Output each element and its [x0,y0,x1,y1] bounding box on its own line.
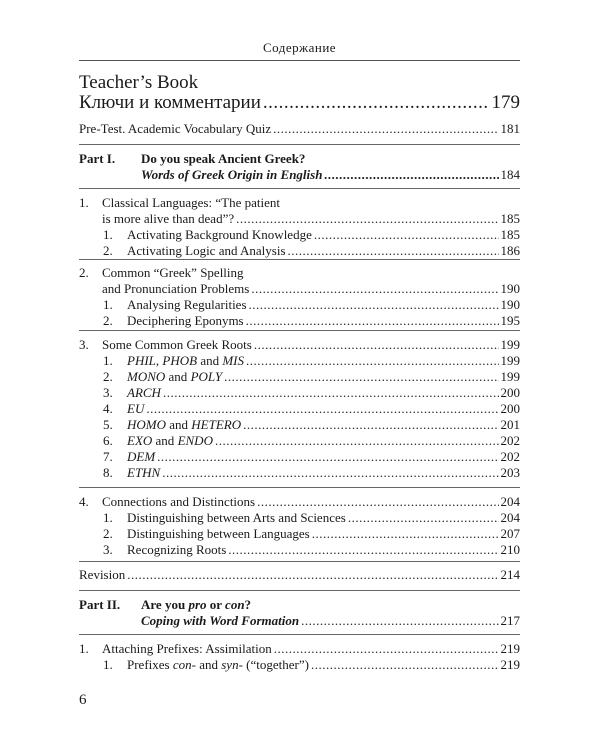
leader-dots [251,281,498,297]
toc-section-1[interactable] [79,195,520,259]
page-number: 214 [500,567,520,582]
root-term: ARCH [127,385,161,400]
subsection-text: Prefixes [127,657,173,672]
subsection-text: and [195,657,222,672]
section-divider [79,590,520,591]
section-title: Some Common Greek Roots [102,337,252,352]
section-title-line2: is more alive than dead”? [102,211,235,226]
subsection-number: 1. [103,510,113,525]
page-number: 219 [500,641,520,656]
subsection-number: 8. [103,465,113,480]
root-term: POLY [190,369,223,384]
section-number: 4. [79,494,89,509]
subsection-number: 2. [103,313,113,328]
page-number: 181 [500,121,520,136]
root-term: HETERO [191,417,242,432]
section-number: 1. [79,195,89,210]
root-term: ETHN [127,465,161,480]
toc-part-2[interactable] [79,597,520,629]
toc-subentry[interactable] [79,353,520,369]
part-label: Part II. [79,597,121,612]
joiner: and [197,353,223,368]
toc-subentry[interactable] [79,369,520,385]
part-title-text: ? [244,597,252,612]
section-title-line1: Classical Languages: “The patient [102,195,280,210]
prefix-term: syn- [221,657,243,672]
section-number: 1. [79,641,89,656]
leader-dots [288,243,499,259]
subsection-title: Analysing Regularities [127,297,247,312]
root-term: EU [127,401,145,416]
toc-section-4[interactable] [79,494,520,558]
part-label: Part I. [79,151,116,166]
toc-part-1[interactable] [79,151,520,183]
leader-dots [249,297,499,313]
page-number: 203 [500,465,520,480]
toc-subentry[interactable] [79,385,520,401]
toc-subentry[interactable] [79,449,520,465]
part-title-text: Are you [141,597,189,612]
leader-dots [312,526,499,542]
subsection-title: Deciphering Eponyms [127,313,244,328]
page-folio: 6 [79,692,87,708]
subsection-number: 4. [103,401,113,416]
page-number: 219 [500,657,520,672]
subsection-title: Distinguishing between Languages [127,526,310,541]
toc-subentry[interactable] [79,227,520,243]
toc-subentry[interactable] [79,313,520,329]
root-term: MIS [222,353,245,368]
page-number: 207 [500,526,520,541]
leader-dots [257,494,498,510]
prefix-term: con- [172,657,196,672]
leader-dots [215,433,499,449]
subsection-title: Activating Background Knowledge [127,227,312,242]
leader-dots [311,657,499,673]
page-number: 199 [500,353,520,368]
subsection-number: 2. [103,526,113,541]
part-title [141,597,251,613]
leader-dots [246,313,499,329]
subsection-number: 1. [103,353,113,368]
page-number: 199 [500,369,520,384]
root-term: PHOB [162,353,198,368]
page-number: 190 [500,297,520,312]
subsection-number: 3. [103,385,113,400]
part-subtitle: Coping with Word Formation [141,613,300,628]
section-number: 3. [79,337,89,352]
subsection-number: 5. [103,417,113,432]
toc-entry-revision[interactable] [79,567,520,583]
subsection-number: 2. [103,243,113,258]
subsection-number: 2. [103,369,113,384]
toc-subentry[interactable] [79,526,520,542]
leader-dots [273,121,498,137]
section-divider [79,330,520,331]
joiner: and [166,417,192,432]
subsection-number: 3. [103,542,113,557]
subsection-text: (“together”) [242,657,309,672]
entry-title: Revision [79,567,126,582]
page-number: 185 [500,211,520,226]
toc-subentry[interactable] [79,510,520,526]
page-number: 200 [500,401,520,416]
part-title-text: or [206,597,226,612]
subsection-number: 1. [103,297,113,312]
toc-subentry[interactable] [79,243,520,259]
page-number: 185 [500,227,520,242]
page-number: 195 [500,313,520,328]
subsection-number: 1. [103,227,113,242]
leader-dots [228,542,498,558]
part-title-emph: pro [188,597,207,612]
root-term: HOMO [127,417,166,432]
subsection-title: Recognizing Roots [127,542,227,557]
section-divider [79,561,520,562]
subsection-title: Distinguishing between Arts and Sciences [127,510,346,525]
leader-dots [163,385,499,401]
root-term: MONO [127,369,166,384]
section-title-line2: and Pronunciation Problems [102,281,250,296]
leader-dots [127,567,498,583]
leader-dots [224,369,498,385]
toc-subentry[interactable] [79,542,520,558]
page-number: 184 [500,167,520,182]
leader-dots [236,211,498,227]
page-number: 179 [491,92,520,113]
leader-dots [243,417,498,433]
toc-subentry[interactable] [79,433,520,449]
leader-dots [162,465,498,481]
root-term: DEM [127,449,156,464]
toc-section-5[interactable] [79,641,520,673]
part-subtitle: Words of Greek Origin in English [141,167,323,182]
section-number: 2. [79,265,89,280]
section-divider [79,188,520,189]
header-rule [79,60,520,61]
joiner: and [152,433,178,448]
toc-entry-keys[interactable] [79,92,520,114]
book-title: Teacher’s Book [79,72,199,93]
root-term: ENDO [177,433,213,448]
leader-dots [157,449,498,465]
page-number: 201 [500,417,520,432]
part-title-emph: con [225,597,245,612]
page-number: 217 [500,613,520,628]
subsection-title: Activating Logic and Analysis [127,243,286,258]
subsection-number: 7. [103,449,113,464]
page-number: 190 [500,281,520,296]
part-title: Do you speak Ancient Greek? [141,151,306,166]
leader-dots [348,510,499,526]
page-number: 200 [500,385,520,400]
toc-subentry[interactable] [79,465,520,481]
toc-subentry[interactable] [79,417,520,433]
root-term: PHIL [127,353,156,368]
page-number: 186 [500,243,520,258]
section-title: Connections and Distinctions [102,494,256,509]
section-title-line1: Common “Greek” Spelling [102,265,244,280]
joiner: , [155,353,163,368]
toc-section-3[interactable] [79,337,520,481]
entry-title: Ключи и комментарии [79,92,261,113]
leader-dots [301,613,498,629]
leader-dots [314,227,499,243]
subsection-number: 6. [103,433,113,448]
page-number: 210 [500,542,520,557]
section-divider [79,634,520,635]
section-divider [79,487,520,488]
running-head: Содержание [262,40,337,55]
leader-dots [263,92,490,114]
section-title: Attaching Prefixes: Assimilation [102,641,272,656]
leader-dots [274,641,499,657]
page-number: 204 [500,494,520,509]
toc-subentry[interactable] [79,657,520,673]
page-number: 202 [500,433,520,448]
page-number: 202 [500,449,520,464]
leader-dots [324,167,498,183]
toc-subentry[interactable] [79,401,520,417]
section-divider [79,259,520,260]
subsection-number: 1. [103,657,113,672]
joiner: and [165,369,191,384]
toc-subentry[interactable] [79,297,520,313]
toc-section-2[interactable] [79,265,520,329]
toc-entry-pretest[interactable] [79,121,520,137]
leader-dots [146,401,498,417]
leader-dots [254,337,499,353]
page-number: 204 [500,510,520,525]
section-divider [79,144,520,145]
entry-title: Pre-Test. Academic Vocabulary Quiz [79,121,272,136]
page-number: 199 [500,337,520,352]
root-term: EXO [127,433,153,448]
leader-dots [246,353,498,369]
